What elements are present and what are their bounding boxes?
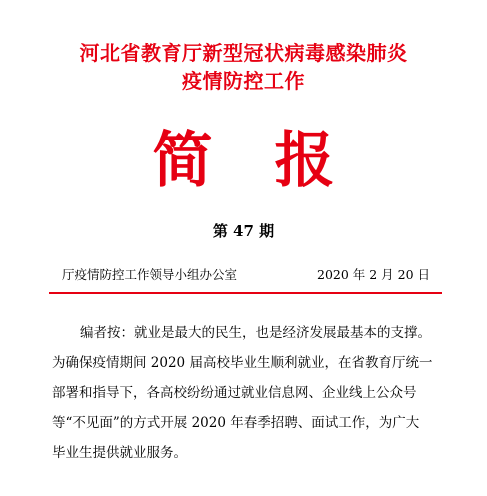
brief-title-char2: 报 [274, 126, 335, 196]
body-line: 毕业生提供就业服务。 [52, 445, 187, 461]
body-line: 等“不见面”的方式开展 2020 年春季招聘、面试工作，为广大 [52, 415, 420, 431]
brief-title [0, 128, 487, 194]
issue-date: 2020 年 2 月 20 日 [317, 267, 431, 282]
body-line: 部署和指导下，各高校纷纷通过就业信息网、企业线上公众号 [52, 385, 417, 401]
body-line: 编者按：就业是最大的民生，也是经济发展最基本的支撑。 [80, 325, 431, 341]
body-text [52, 318, 442, 468]
header-title-line1: 河北省教育厅新型冠状病毒感染肺炎 [79, 41, 408, 65]
red-divider-line [49, 292, 442, 294]
brief-title-char1: 简 [152, 126, 213, 196]
issuing-organization: 厅疫情防控工作领导小组办公室 [62, 267, 238, 282]
body-line: 为确保疫情期间 2020 届高校毕业生顺利就业，在省教育厅统一 [52, 355, 433, 371]
issue-number: 第 47 期 [212, 222, 275, 240]
header-title-line2: 疫情防控工作 [182, 69, 305, 93]
